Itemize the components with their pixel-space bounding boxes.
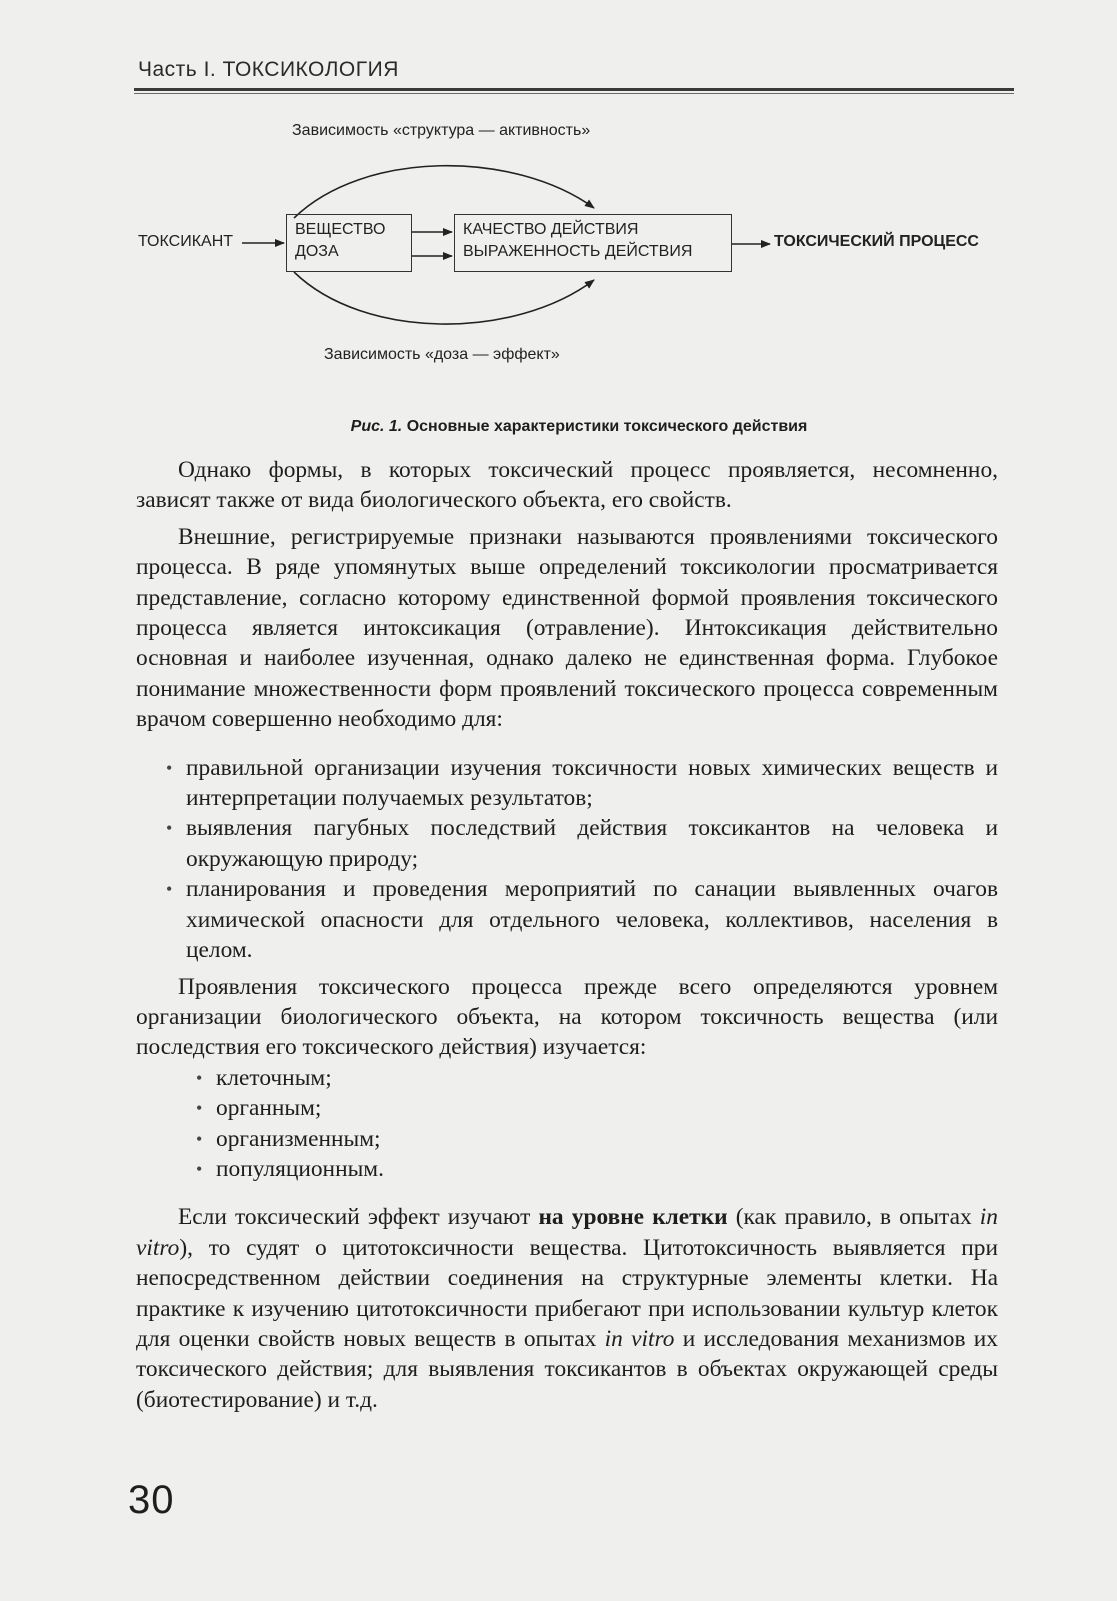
box1-line2: ДОЗА	[295, 243, 339, 260]
p4-italic2: in vitro	[604, 1325, 675, 1352]
list-item: • органным;	[216, 1093, 998, 1123]
list-levels	[136, 1063, 998, 1185]
p4-mid2: ), то судят о цитотоксичности вещества. Цитотоксичность выявляется при непосредственном действии соединения на структурные элементы клетки. На практике к изучению цитотоксичности прибегают при использовании культур клеток для оценки свойств новых веществ в опытах	[136, 1234, 998, 1352]
list-item: • клеточным;	[216, 1063, 998, 1093]
p4-start: Если токсический эффект изучают	[178, 1204, 539, 1231]
list-item: • выявления пагубных последствий действия токсикантов на человека и окружающую природу;	[186, 813, 998, 874]
bottom-arc-arrow	[294, 272, 594, 324]
label-toxicant: ТОКСИКАНТ	[138, 233, 234, 250]
list-item: • организменным;	[216, 1124, 998, 1154]
page-number: 30	[128, 1478, 175, 1522]
box-quality-severity	[454, 214, 732, 272]
label-dose-effect: Зависимость «доза — эффект»	[324, 346, 560, 363]
label-structure-activity: Зависимость «структура — активность»	[292, 122, 591, 139]
box-substance-dose	[286, 214, 412, 272]
p4-italic1: in vitro	[136, 1204, 998, 1261]
running-head: Часть I. ТОКСИКОЛОГИЯ	[138, 58, 399, 81]
paragraph-3: Проявления токсического процесса прежде всего определяются уровнем организации биологического объекта, на котором токсичность вещества (или последствия его токсического действия) изучается:	[136, 973, 998, 1061]
body-text	[136, 455, 998, 1415]
list-item: • планирования и проведения мероприятий по санации выявленных очагов химической опасности для отдельного человека, коллективов, населения в целом.	[186, 874, 998, 965]
caption-prefix: Рис. 1.	[350, 418, 403, 435]
box2-line1: КАЧЕСТВО ДЕЙСТВИЯ	[463, 221, 639, 238]
paragraph-4	[136, 1202, 998, 1415]
header-rule	[134, 88, 1014, 91]
box1-line1: ВЕЩЕСТВО	[295, 221, 386, 238]
figure-diagram	[134, 110, 1024, 450]
p4-mid1: (как правило, в опытах	[727, 1204, 980, 1231]
list-item: • популяционным.	[216, 1154, 998, 1184]
header-rule-thin	[134, 93, 1014, 94]
paragraph-1: Однако формы, в которых токсический процесс проявляется, несомненно, зависят также от вида биологического объекта, его свойств.	[136, 457, 998, 514]
figure-caption	[134, 418, 1024, 436]
p4-end: и исследования механизмов их токсического действия; для выявления токсикантов в объектах окружающей среды (биотестирование) и т.д.	[136, 1325, 998, 1413]
paragraph-2: Внешние, регистрируемые признаки называются проявлениями токсического процесса. В ряде упомянутых выше определений токсикологии просматривается представление, согласно которому единственной формой проявления токсического процесса является интоксикация (отравление). Интоксикация действительно основная и наиболее изученная, однако далеко не единственная форма. Глубокое понимание множественности форм проявлений токсического процесса современным врачом совершенно необходимо для:	[136, 523, 998, 733]
caption-text: Основные характеристики токсического действия	[406, 418, 808, 435]
list-item: • правильной организации изучения токсичности новых химических веществ и интерпретации получаемых результатов;	[186, 753, 998, 814]
top-arc-arrow	[294, 166, 594, 218]
box2-line2: ВЫРАЖЕННОСТЬ ДЕЙСТВИЯ	[463, 243, 693, 260]
p4-bold: на уровне клетки	[538, 1204, 728, 1231]
list-purposes	[136, 753, 998, 966]
label-toxic-process: ТОКСИЧЕСКИЙ ПРОЦЕСС	[774, 233, 979, 250]
